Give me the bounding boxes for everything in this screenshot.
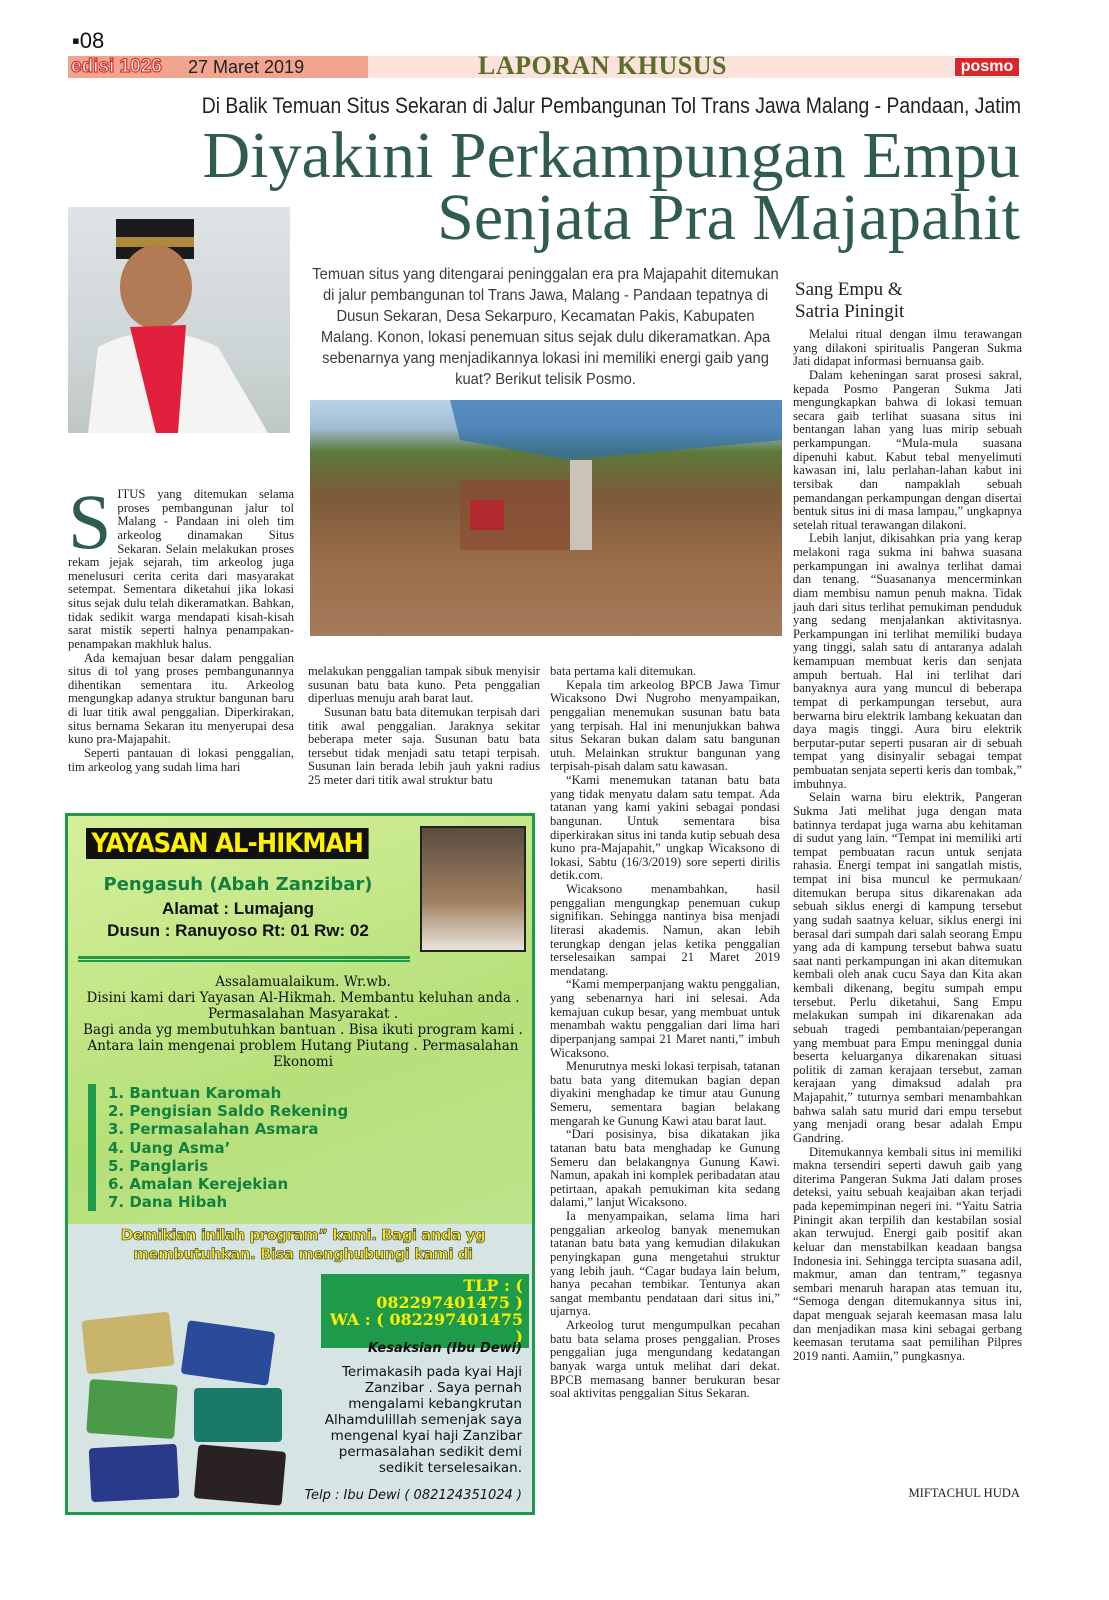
paragraph: Seperti pantauan di lokasi penggalian, tim arkeolog yang sudah lima hari: [68, 745, 294, 774]
paragraph: Ada kemajuan besar dalam penggalian situs di tol yang proses pembangunannya dihentikan sementara itu. Arkeolog mengungkap adanya struktur bangunan baru di luar titik awal penggalian. Diperkirakan, situs bernama Sekaran itu menyerupai desa kuno pra-Majapahit.: [68, 650, 294, 747]
ad-alamat: Alamat : Lumajang: [161, 899, 315, 918]
program-item: 3. Permasalahan Asmara: [108, 1120, 319, 1139]
ad-intro-line: Disini kami dari Yayasan Al-Hikmah. Membantu keluhan anda . Permasalahan Masyarakat .: [86, 990, 520, 1022]
page-number: ▪08: [72, 28, 105, 53]
paragraph: Dalam keheningan sarat prosesi sakral, kepada Posmo Pangeran Sukma Jati mengungkapkan bahwa di lokasi temuan secara gaib terlihat suasana situs ini bentangan lahan yang luas mirip sebuah perkampungan. “Mula-mula suasana dipenuhi kabut. Kabut tebal menyelimuti kawasan ini, lalu perlahan-lahan kabut ini tersibak dan nampaklah sebuah pemandangan perkampungan dengan disertai bentuk situs ini di masa lampau,” ungkapnya setelah ritual terawangan dilakoni.: [793, 367, 1022, 532]
testimony-title: Kesaksian (Ibu Dewi): [368, 1341, 522, 1356]
testimony-text: Terimakasih pada kyai Haji Zanzibar . Saya pernah mengalami kebangkrutan Alhamdulillah semenjak saya mengenal kyai haji Zanzibar permasalahan sedikit demi sedikit terselesaikan.: [324, 1364, 522, 1476]
bank-card: [81, 1312, 174, 1375]
ad-intro-line: Assalamualaikum. Wr.wb.: [215, 974, 391, 990]
article-lede: Temuan situs yang ditengarai peninggalan era pra Majapahit ditemukan di jalur pembangunan tol Trans Jawa, Malang - Pandaan tepatnya di Dusun Sekaran, Desa Sekarpuro, Kecamatan Pakis, Kabupaten Malang. Konon, lokasi penemuan situs sejak dulu dikeramatkan. Apa sebenarnya yang menjadikannya lokasi ini memiliki energi gaib yang kuat? Berikut telisik Posmo.: [312, 266, 779, 388]
bank-card: [194, 1388, 282, 1442]
ad-program-list: [88, 1084, 348, 1211]
paragraph: Susunan batu bata ditemukan terpisah dari titik awal penggalian. Jaraknya sekitar beberapa meter saja. Susunan batu bata tersebut tidak menjadi satu tetapi terpisah. Susunan lain berada lebih jauh yakni radius 25 meter dari titik awal struktur batu: [308, 704, 540, 787]
posmo-logo: posmo: [954, 57, 1020, 77]
author-byline: MIFTACHUL HUDA: [908, 1486, 1020, 1500]
paragraph: “Kami menemukan tatanan batu bata yang tidak menyatu dalam satu tempat. Ada tatanan yang kami yakini sebagai pondasi bangunan. Untuk sementara bisa diperkirakan situs ini tanda kutip sebuah desa kuno pra-Majapahit,” ungkap Wicaksono di lokasi, Sabtu (16/3/2019) sore seperti dirilis detik.com.: [550, 773, 780, 883]
edition-label: edisi 1026: [71, 56, 162, 77]
program-item: 1. Bantuan Karomah: [108, 1084, 282, 1102]
ad-whatsapp: WA : ( 082297401475 ): [329, 1310, 523, 1346]
subheading: Sang Empu & Satria Piningit: [795, 279, 905, 322]
paragraph: Lebih lanjut, dikisahkan pria yang kerap melakoni raga sukma ini bahwa suasana perkampungan ini awalnya terlihat damai dan tenang. “Suasananya mencerminkan diam membisu namun penuh makna. Tidak jauh dari situs terlihat pemukiman penduduk yang sedang menjalankan aktivitasnya. Perkampungan ini terlihat memiliki budaya yang tinggi, salah satu di antaranya adalah kemampuan membuat keris dan senjata ampuh bertuah. Hal ini terlihat dari banyaknya aura yang muncul di beberapa tempat di perkampungan tersebut, aura berwarna biru elektrik lambang kekuatan dan daya magis tinggi. Aura biru elektrik berputar-putar seperti pusaran air di sebuah tempat yang disinyalir sebagai tempat pembuatan senjata seperti keris dan tombak,” imbuhnya.: [793, 531, 1022, 791]
ad-portrait-photo: [420, 826, 526, 952]
article-column-3: [550, 665, 780, 1401]
testimony-phone: Telp : Ibu Dewi ( 082124351024 ): [304, 1488, 522, 1503]
spiritualist-portrait-photo: [68, 207, 290, 433]
bank-card: [194, 1444, 286, 1505]
program-item: 2. Pengisian Saldo Rekening: [108, 1102, 349, 1121]
program-item: 7. Dana Hibah: [108, 1193, 228, 1212]
paragraph: “Dari posisinya, bisa dikatakan jika tatanan batu bata menghadap ke Gunung Semeru dan belakangnya Gunung Kawi. Namun, apakah ini komplek peribadatan atau petirtaan, apakah pemukiman kita sedang dalami,” lanjut Wicaksono.: [550, 1127, 780, 1210]
header-bar: [68, 51, 1020, 80]
ad-contact-box: [321, 1274, 529, 1348]
excavation-site-photo: [310, 400, 782, 636]
paragraph: Ditemukannya kembali situs ini memiliki makna tersendiri seperti dawuh gaib yang diterima Pangeran Sukma Jati dalam proses deteksi, yaitu sebuah keajaiban akan terjadi pada kepemimpinan negeri ini. “Yaitu Satria Piningit akan terpilih dan kestabilan sosial akan terwujud. Energi gaib positif akan keluar dan menstabilkan keadaan bangsa Indonesia ini. Sehingga tercipta suasana adil, makmur, aman dan tentram,” tegasnya sembari menaruh harapan atas temuan itu, “Semoga dengan ditemukannya situs ini, dapat menguak sejarah keemasan masa lalu dan menjadikan masa kini sebagai gerbang keemasan terutama saat pemilihan Pilpres 2019 nanti. Aamiin,” pungkasnya.: [793, 1144, 1022, 1363]
article-column-4: [793, 328, 1022, 1364]
bank-card: [86, 1379, 178, 1439]
program-item: 5. Panglaris: [108, 1156, 209, 1175]
paragraph: Kepala tim arkeolog BPCB Jawa Timur Wicaksono Dwi Nugroho menyampaikan, penggalian menemukan susunan batu bata yang terpisah. Hal ini menunjukkan bahwa situs Sekaran bukan dalam satu bangunan utuh. Melainkan struktur bangunan yang terpisah-pisah dalam satu kawasan.: [550, 677, 780, 774]
headline-line-2: Senjata Pra Majapahit: [437, 181, 1020, 254]
headline-line-1: Diyakini Perkampungan Empu: [202, 119, 1020, 192]
ad-dusun: Dusun : Ranuyoso Rt: 01 Rw: 02: [107, 921, 369, 940]
program-item: 6. Amalan Kerejekian: [108, 1175, 289, 1194]
ad-pengasuh: Pengasuh (Abah Zanzibar): [103, 874, 373, 895]
issue-date: 27 Maret 2019: [188, 57, 305, 77]
drop-cap: S: [68, 478, 112, 565]
paragraph: ITUS yang ditemukan selama proses pembangunan jalur tol Malang - Pandaan ini oleh tim arkeolog dinamakan Situs Sekaran. Selain melakukan proses rekam jejak sejarah, tim arkeolog juga menelusuri cerita cerita dari masyarakat setempat. Sementara diketahui jika lokasi situs sejak dulu telah dikeramatkan. Bahkan, tidak sedikit warga mendapati kisah-kisah sarat mistik seperti halnya penampakan-penampakan makhluk halus.: [68, 487, 294, 651]
divider: [78, 956, 410, 962]
article-kicker: Di Balik Temuan Situs Sekaran di Jalur Pembangunan Tol Trans Jawa Malang - Pandaan, Jatim: [201, 93, 1021, 118]
paragraph: bata pertama kali ditemukan.: [550, 664, 697, 678]
bank-card: [181, 1320, 276, 1386]
ad-title: YAYASAN AL-HIKMAH: [86, 828, 368, 859]
ad-intro: [78, 974, 528, 1070]
section-title: LAPORAN KHUSUS: [478, 51, 727, 80]
ad-address: [68, 898, 408, 942]
paragraph: Selain warna biru elektrik, Pangeran Sukma Jati melihat juga dengan mata batinnya terdapat juga warna abu kehitaman di sudut yang lain. “Tempat ini memiliki arti tempat pembuatan racun untuk senjata rahasia. Energi tempat ini sangatlah mistis, tempat ini bisa muncul ke permukaan/ ditemukan berupa situs dikarenakan ada sebuah siklus energi di kampung tersebut yang sudah saatnya keluar, siklus energi ini berasal dari sumpah dari salah seorang Empu yang ada di kampung tersebut bahwa suatu saat nanti perkampungan ini akan ditemukan kembali oleh anak cucu Saya dan Kita akan kembali dikenang, begitu sumpah empu tersebut. Perlu diketahui, Sang Empu melakukan sumpah ini dikarenakan ada sebuah tragedi pembantaian/peperangan yang membuat para Empu meninggal dunia beserta keluarganya dikarenakan situasi politik di zaman kerajaan tersebut, zaman kerajaan yang dimaksud adalah pra Majapahit,” tuturnya sembari menambahkan bahwa salah satu murid dari empu tersebut yang menjadi orang besar adalah Empu Gandring.: [793, 790, 1022, 1145]
ad-intro-line: Bagi anda yg membutuhkan bantuan . Bisa ikuti program kami . Antara lain mengenai problem Hutang Piutang . Permasalahan Ekonomi: [83, 1022, 523, 1070]
bank-card: [89, 1444, 180, 1503]
bank-cards-photo: [84, 1316, 284, 1506]
paragraph: Menurutnya meski lokasi terpisah, tatanan batu bata yang ditemukan bagian depan diyakini menghadap ke timur atau Gunung Semeru, sementara bagian belakang mengarah ke Gunung Kawi atau barat laut.: [550, 1059, 780, 1128]
article-column-1: [68, 478, 294, 774]
article-column-2: [308, 665, 540, 788]
advertisement-yayasan-al-hikmah: [65, 813, 535, 1515]
ad-call-to-action: Demikian inilah program” kami. Bagi anda yg membutuhkan. Bisa menghubungi kami di: [120, 1226, 486, 1263]
paragraph: Arkeolog turut mengumpulkan pecahan batu bata selama proses penggalian. Proses penggalian juga mengundang kedatangan banyak warga untuk melihat dari dekat. BPCB memasang banner berukuran besar soal aktivitas penggalian Situs Sekaran.: [550, 1318, 780, 1401]
paragraph: Ia menyampaikan, selama lima hari penggalian arkeolog banyak menemukan tatanan batu bata yang kemudian dilakukan penyingkapan guna mengetahui struktur yang lebih jauh. “Cagar budaya lain belum, hanya pecahan tembikar. Tentunya akan sangat membantu pendataan dari situs ini,” ujarnya.: [550, 1209, 780, 1319]
ad-phone: TLP : ( 082297401475 ): [376, 1276, 523, 1312]
program-item: 4. Uang Asma’: [108, 1138, 231, 1157]
paragraph: Melalui ritual dengan ilmu terawangan yang dilakoni spiritualis Pangeran Sukma Jati didapat informasi bernuansa gaib.: [793, 327, 1022, 369]
paragraph: melakukan penggalian tampak sibuk menyisir susunan batu bata kuno. Peta penggalian diperluas menuju arah barat laut.: [308, 664, 540, 706]
paragraph: Wicaksono menambahkan, hasil penggalian mengungkap penemuan cukup signifikan. Sehingga nantinya bisa menjadi literasi akademis. Namun, akan lebih terungkap dengan jelas ketika penggalian terselesaikan sampai 21 Maret 2019 mendatang.: [550, 882, 780, 978]
paragraph: “Kami memperpanjang waktu penggalian, yang sebenarnya hari ini selesai. Ada kemajuan cukup besar, yang membuat untuk menambah waktu penggalian dari lima hari diperpanjang sampai 21 Maret nanti,” imbuh Wicaksono.: [550, 977, 780, 1060]
